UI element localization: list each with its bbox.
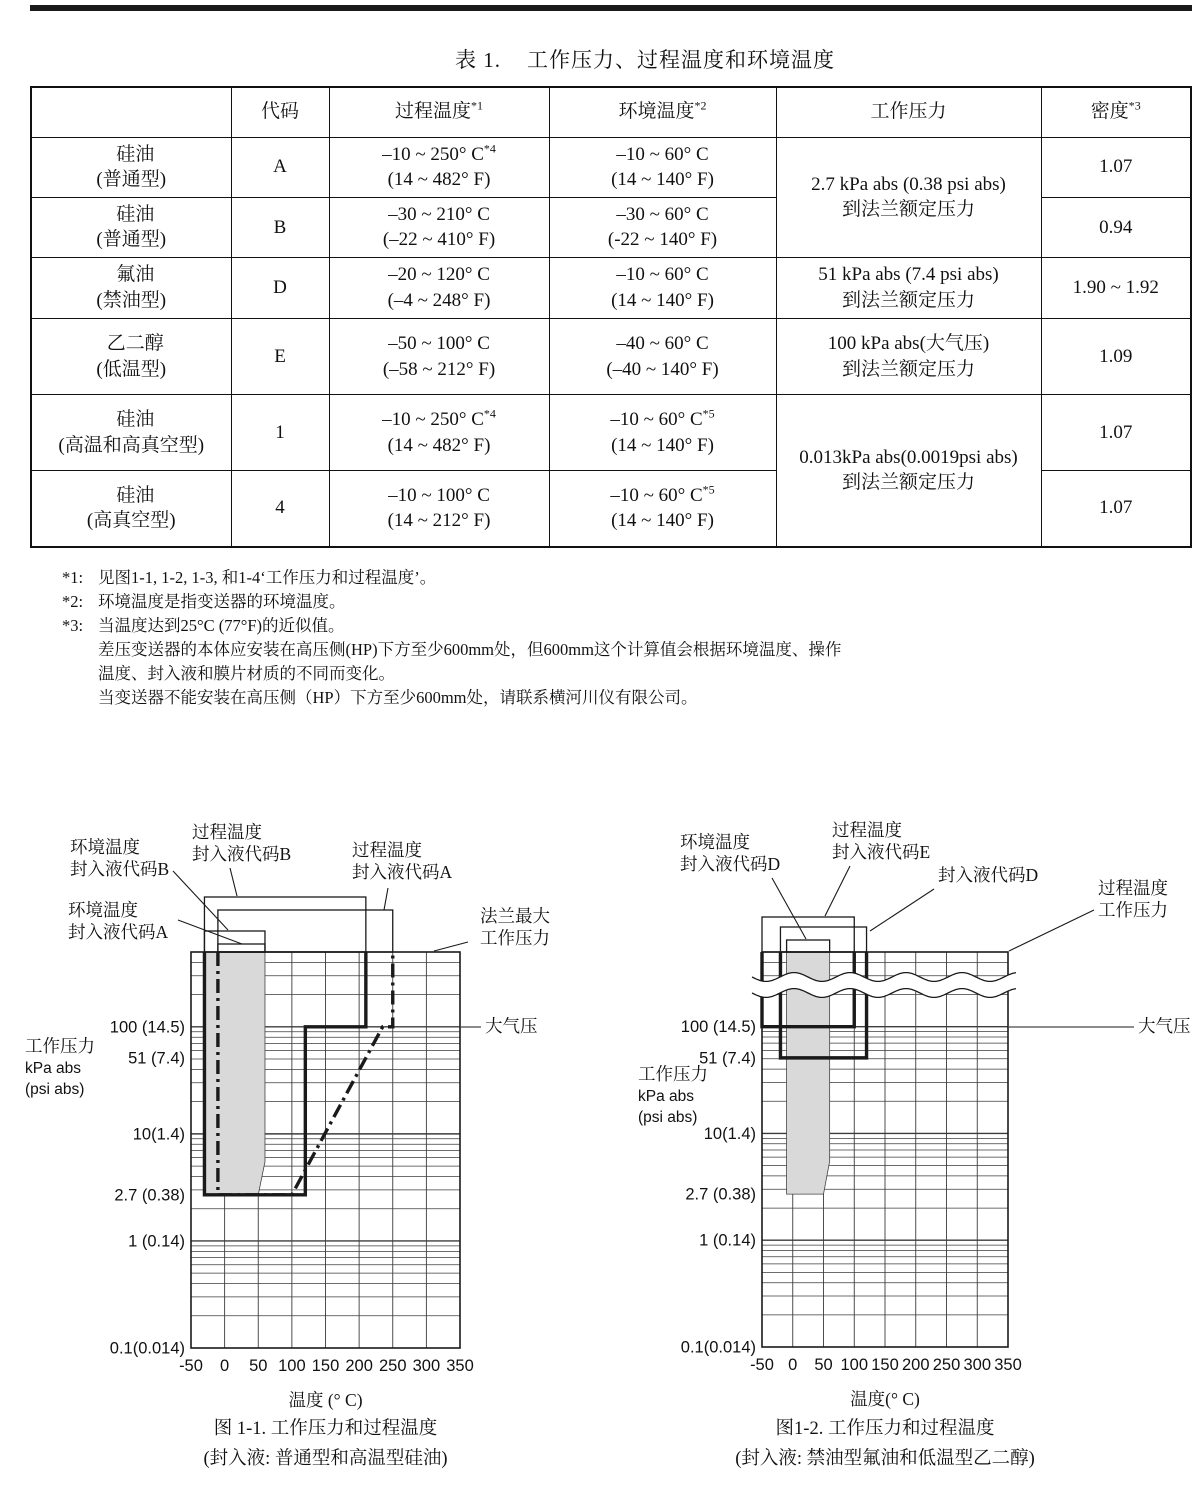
code-cell: D <box>231 258 329 319</box>
code-cell: A <box>231 137 329 197</box>
label-process-temp-code-A-leader <box>384 888 388 910</box>
label-process-temp-code-B: 过程温度 <box>192 822 262 842</box>
process-temp-cell: –10 ~ 250° $C^{*4}$ (14 ~ 482° F) <box>329 137 549 197</box>
table-number: 表 1. <box>455 48 501 72</box>
header-ambient-temp: 环境温度$^{*2}$ <box>549 87 776 137</box>
fill-fluid-name: 氟油 (禁油型) <box>31 258 231 319</box>
x-tick-label: 200 <box>345 1357 373 1375</box>
ambient-temp-cell: –10 ~ 60° C (14 ~ 140° F) <box>549 137 776 197</box>
label-ambient-temp-code-B: 环境温度 <box>70 837 140 857</box>
ambient-temp-cell: –10 ~ 60° C (14 ~ 140° F) <box>549 258 776 319</box>
y-tick-label: 2.7 (0.38) <box>685 1185 756 1204</box>
fill-fluid-name: 硅油 (高真空型) <box>31 471 231 547</box>
x-tick-label: 300 <box>412 1357 441 1375</box>
density-cell: 1.07 <box>1041 471 1191 547</box>
process-temp-cell: –50 ~ 100° C (–58 ~ 212° F) <box>329 319 549 395</box>
label-process-temp-pressure: 过程温度 <box>1098 878 1168 898</box>
table-header-row <box>31 87 1191 137</box>
label-process-temp-code-E: 过程温度 <box>832 820 902 840</box>
code-cell: B <box>231 197 329 257</box>
label-process-temp-pressure-leader <box>1009 910 1094 951</box>
y-axis-title: kPa abs <box>638 1088 695 1105</box>
density-cell: 0.94 <box>1041 197 1191 257</box>
y-axis-title: 工作压力 <box>638 1064 708 1084</box>
x-tick-label: 200 <box>901 1356 930 1374</box>
pressure-cell: 0.013kPa abs(0.0019psi abs) 到法兰额定压力 <box>776 395 1041 547</box>
figure-1-2 <box>610 758 1201 1494</box>
label-process-temp-pressure: 工作压力 <box>1098 900 1168 920</box>
y-tick-label: 100 (14.5) <box>109 1018 185 1037</box>
x-axis-title: 温度 (° C) <box>288 1390 363 1410</box>
ambient-temperature-band <box>204 952 265 1195</box>
x-tick-label: 100 <box>278 1357 306 1375</box>
y-axis-title: kPa abs <box>25 1060 82 1077</box>
pressure-cell: 100 kPa abs(大气压) 到法兰额定压力 <box>776 319 1041 395</box>
code-cell: 1 <box>231 395 329 471</box>
footnotes <box>62 566 841 710</box>
footnote-line: *2: 环境温度是指变送器的环境温度。 <box>62 592 346 611</box>
ambient-temp-cell: –10 ~ 60° $C^{*5}$ (14 ~ 140° F) <box>549 395 776 471</box>
header-density: 密度$^{*3}$ <box>1041 87 1191 137</box>
label-ambient-temp-code-A: 封入液代码A <box>68 922 169 942</box>
density-cell: 1.90 ~ 1.92 <box>1041 258 1191 319</box>
footnote-line: 当变送器不能安装在高压侧（HP）下方至少600mm处，请联系横河川仪有限公司。 <box>98 688 698 707</box>
code-cell: E <box>231 319 329 395</box>
code-cell: 4 <box>231 471 329 547</box>
y-tick-label: 0.1(0.014) <box>109 1339 185 1358</box>
density-cell: 1.09 <box>1041 319 1191 395</box>
top-rule-bar <box>30 5 1192 11</box>
fill-fluid-name: 硅油 (普通型) <box>31 197 231 257</box>
figure-caption: (封入液: 禁油型氟油和低温型乙二醇) <box>735 1449 1035 1469</box>
ambient-temp-cell: –10 ~ 60° $C^{*5}$ (14 ~ 140° F) <box>549 471 776 547</box>
y-axis-title: (psi abs) <box>25 1081 85 1098</box>
y-tick-label: 51 (7.4) <box>699 1049 756 1068</box>
label-process-temp-code-E: 封入液代码E <box>832 842 931 862</box>
label-ambient-temp-code-A: 环境温度 <box>68 900 138 920</box>
process-temp-range-code-E <box>762 917 854 952</box>
label-ambient-temp-code-D: 封入液代码D <box>680 854 781 874</box>
x-tick-label: 250 <box>932 1356 961 1374</box>
label-ambient-temp-code-A-leader <box>178 920 242 944</box>
x-tick-label: 350 <box>446 1357 474 1375</box>
x-tick-label: 50 <box>814 1356 833 1374</box>
pressure-cell: 2.7 kPa abs (0.38 psi abs) 到法兰额定压力 <box>776 137 1041 258</box>
label-process-temp-code-A: 过程温度 <box>352 840 422 860</box>
x-tick-label: 0 <box>788 1356 798 1374</box>
label-process-temp-code-B: 封入液代码B <box>192 844 292 864</box>
x-tick-label: -50 <box>750 1356 774 1374</box>
pressure-cell: 51 kPa abs (7.4 psi abs) 到法兰额定压力 <box>776 258 1041 319</box>
x-tick-label: 50 <box>249 1357 268 1375</box>
figure-caption: 图1-2. 工作压力和过程温度 <box>775 1419 995 1439</box>
label-ambient-temp-code-D: 环境温度 <box>680 832 750 852</box>
x-axis-title: 温度(° C) <box>850 1389 920 1409</box>
label-process-temp-code-E-leader <box>825 866 850 916</box>
header-code: 代码 <box>231 87 329 137</box>
y-axis-title: 工作压力 <box>25 1036 95 1056</box>
label-atmospheric-pressure: 大气压 <box>1138 1016 1191 1036</box>
y-tick-label: 51 (7.4) <box>128 1049 185 1068</box>
table-title <box>455 44 835 74</box>
label-flange-max-pressure: 法兰最大 <box>480 906 550 926</box>
label-sealed-liquid-code-D-leader <box>870 889 934 931</box>
density-cell: 1.07 <box>1041 395 1191 471</box>
figure-1-1 <box>20 758 620 1494</box>
density-cell: 1.07 <box>1041 137 1191 197</box>
table-row <box>31 258 1191 319</box>
y-tick-label: 10(1.4) <box>132 1125 185 1144</box>
x-tick-label: -50 <box>179 1357 203 1375</box>
header-blank <box>31 87 231 137</box>
x-tick-label: 150 <box>311 1357 340 1375</box>
y-tick-label: 2.7 (0.38) <box>114 1186 185 1205</box>
y-tick-label: 100 (14.5) <box>680 1018 756 1037</box>
spec-table <box>30 86 1192 548</box>
footnote-line: 差压变送器的本体应安装在高压侧(HP)下方至少600mm处，但600mm这个计算值会根据环境温度、操作 <box>98 640 842 659</box>
header-working-pressure: 工作压力 <box>776 87 1041 137</box>
label-flange-max-pressure-leader <box>434 942 468 951</box>
table-row <box>31 319 1191 395</box>
x-tick-label: 150 <box>871 1356 899 1374</box>
figure-caption: 图 1-1. 工作压力和过程温度 <box>213 1419 438 1439</box>
fill-fluid-name: 硅油 (高温和高真空型) <box>31 395 231 471</box>
label-flange-max-pressure: 工作压力 <box>480 928 550 948</box>
label-process-temp-code-B-leader <box>230 868 237 896</box>
x-tick-label: 250 <box>378 1357 407 1375</box>
ambient-temp-range-code-D <box>787 940 830 952</box>
figure-caption: (封入液: 普通型和高温型硅油) <box>203 1449 448 1469</box>
x-tick-label: 100 <box>840 1356 869 1374</box>
x-tick-label: 350 <box>994 1356 1022 1374</box>
y-tick-label: 0.1(0.014) <box>680 1338 756 1357</box>
table-row <box>31 137 1191 197</box>
x-tick-label: 300 <box>963 1356 992 1374</box>
label-ambient-temp-code-B: 封入液代码B <box>70 859 170 879</box>
label-ambient-temp-code-D-leader <box>772 878 806 939</box>
fill-fluid-name: 乙二醇 (低温型) <box>31 319 231 395</box>
process-temp-cell: –20 ~ 120° C (–4 ~ 248° F) <box>329 258 549 319</box>
table-row <box>31 395 1191 471</box>
label-atmospheric-pressure: 大气压 <box>485 1016 538 1036</box>
ambient-temp-cell: –40 ~ 60° C (–40 ~ 140° F) <box>549 319 776 395</box>
process-temp-cell: –30 ~ 210° C (–22 ~ 410° F) <box>329 197 549 257</box>
y-tick-label: 10(1.4) <box>703 1124 756 1143</box>
x-tick-label: 0 <box>220 1357 230 1375</box>
footnote-line: 温度、封入液和膜片材质的不同而变化。 <box>98 664 395 683</box>
ambient-temp-range-code-A <box>218 944 265 952</box>
process-temp-cell: –10 ~ 250° $C^{*4}$ (14 ~ 482° F) <box>329 395 549 471</box>
header-process-temp: 过程温度$^{*1}$ <box>329 87 549 137</box>
y-tick-label: 1 (0.14) <box>128 1232 185 1251</box>
fill-fluid-name: 硅油 (普通型) <box>31 137 231 197</box>
label-process-temp-code-A: 封入液代码A <box>352 862 453 882</box>
y-axis-title: (psi abs) <box>638 1109 698 1126</box>
footnote-line: *3: 当温度达到25°C (77°F)的近似值。 <box>62 616 345 635</box>
y-tick-label: 1 (0.14) <box>699 1231 756 1250</box>
footnote-line: *1: 见图1-1, 1-2, 1-3, 和1-4‘工作压力和过程温度’。 <box>62 568 437 587</box>
ambient-temp-cell: –30 ~ 60° C (-22 ~ 140° F) <box>549 197 776 257</box>
process-temp-cell: –10 ~ 100° C (14 ~ 212° F) <box>329 471 549 547</box>
label-sealed-liquid-code-D: 封入液代码D <box>938 865 1039 885</box>
table-title-text: 工作压力、过程温度和环境温度 <box>527 48 835 72</box>
